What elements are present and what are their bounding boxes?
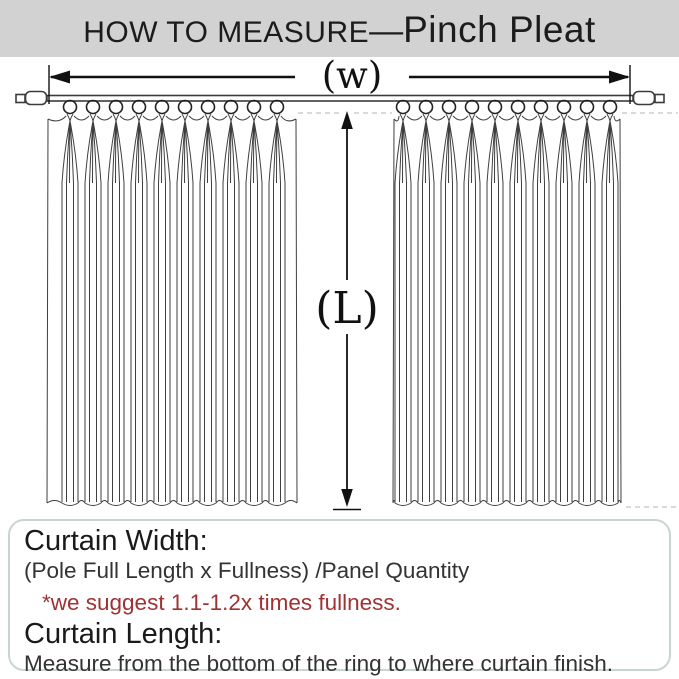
curtain-ring xyxy=(248,101,261,114)
measurement-info-box xyxy=(8,519,671,676)
curtain-ring xyxy=(604,101,617,114)
curtain-ring xyxy=(179,101,192,114)
header-title-prefix: HOW TO MEASURE xyxy=(83,16,370,49)
header-title-style: Pinch Pleat xyxy=(403,9,596,50)
curtain-ring xyxy=(420,101,433,114)
curtain-ring xyxy=(443,101,456,114)
measurement-diagram xyxy=(0,57,679,517)
rod-finial-right xyxy=(634,92,655,105)
fullness-suggestion-note: *we suggest 1.1-1.2x times fullness. xyxy=(42,590,401,615)
curtain-ring xyxy=(225,101,238,114)
curtain-ring xyxy=(489,101,502,114)
length-label: (L) xyxy=(315,283,379,334)
curtain-ring xyxy=(202,101,215,114)
rod-finial-end-right xyxy=(655,95,664,103)
curtain-ring xyxy=(535,101,548,114)
header-title-separator: — xyxy=(369,12,404,50)
rod-finial-end-left xyxy=(16,95,25,103)
curtain-panel-right xyxy=(393,101,621,506)
curtain-fabric-lines xyxy=(47,114,297,506)
curtain-ring xyxy=(558,101,571,114)
curtain-length-instruction: Measure from the bottom of the ring to where curtain finish. xyxy=(24,651,614,676)
curtain-ring xyxy=(156,101,169,114)
curtain-width-formula: (Pole Full Length x Fullness) /Panel Quantity xyxy=(24,558,470,583)
curtain-ring xyxy=(110,101,123,114)
rod-finial-left xyxy=(26,92,47,105)
curtain-ring xyxy=(87,101,100,114)
curtain-ring xyxy=(466,101,479,114)
curtain-ring xyxy=(64,101,77,114)
curtain-ring xyxy=(512,101,525,114)
width-label: (w) xyxy=(321,57,383,97)
curtain-ring xyxy=(581,101,594,114)
curtain-fabric-lines xyxy=(393,114,621,506)
curtain-ring xyxy=(133,101,146,114)
curtain-ring xyxy=(271,101,284,114)
curtain-width-heading: Curtain Width: xyxy=(24,525,208,557)
curtain-ring xyxy=(397,101,410,114)
curtain-length-heading: Curtain Length: xyxy=(24,618,223,650)
curtain-panel-left xyxy=(47,101,297,506)
page-header xyxy=(0,0,679,57)
